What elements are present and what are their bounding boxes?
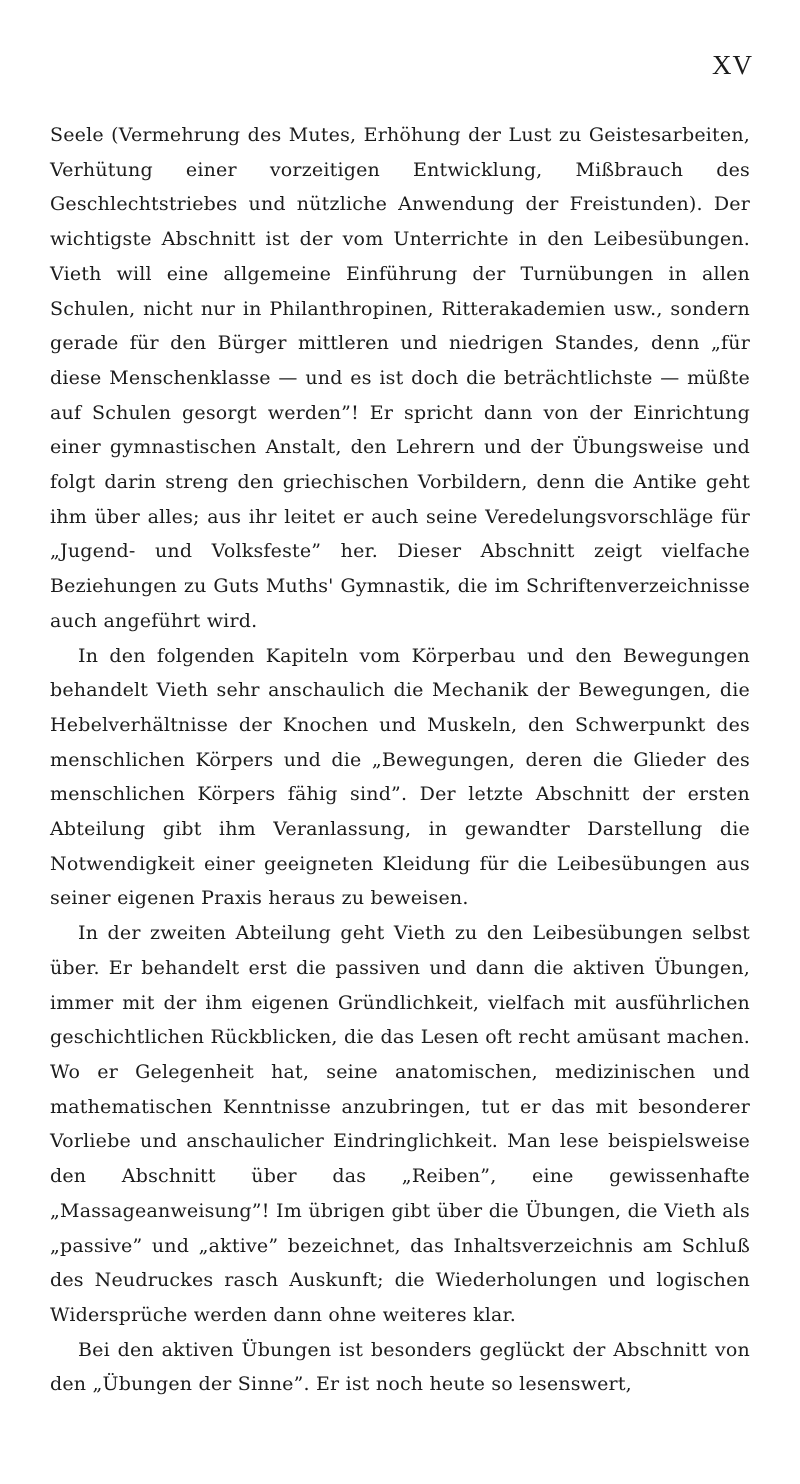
paragraph: In den folgenden Kapiteln vom Körperbau und den Bewegungen behandelt Vieth sehr anschaulich die Mechanik der Bewegungen, die Hebelverhältnisse der Knochen und Muskeln, den Schwerpunkt des menschlichen Körpers und die „Bewegungen, deren die Glieder des menschlichen Körpers fähig sind”. Der letzte Abschnitt der ersten Abteilung gibt ihm Veranlassung, in gewandter Darstellung die Notwendigkeit einer geeigneten Kleidung für die Leibesübungen aus seiner eigenen Praxis heraus zu beweisen. [50,644,750,910]
page-number: XV [712,50,753,80]
body-text [50,118,750,1402]
paragraph: Seele (Vermehrung des Mutes, Erhöhung der Lust zu Geistesarbeiten, Verhütung einer vorzeitigen Entwicklung, Mißbrauch des Geschlechtstriebes und nützliche Anwendung der Freistunden). Der wichtigste Abschnitt ist der vom Unterrichte in den Leibesübungen. Vieth will eine allgemeine Einführung der Turnübungen in allen Schulen, nicht nur in Philanthropinen, Ritterakademien usw., sondern gerade für den Bürger mittleren und niedrigen Standes, denn „für diese Menschenklasse — und es ist doch die beträchtlichste — müßte auf Schulen gesorgt werden”! Er spricht dann von der Einrichtung einer gymnastischen Anstalt, den Lehrern und der Übungsweise und folgt darin streng den griechischen Vorbildern, denn die Antike geht ihm über alles; aus ihr leitet er auch seine Veredelungsvorschläge für „Jugend- und Volksfeste” her. Dieser Abschnitt zeigt vielfache Beziehungen zu Guts Muths' Gymnastik, die im Schriftenverzeichnisse auch angeführt wird. [50,124,750,632]
paragraph: Bei den aktiven Übungen ist besonders geglückt der Abschnitt von den „Übungen der Sinne”. Er ist noch heute so lesenswert, [50,1338,750,1396]
paragraph: In der zweiten Abteilung geht Vieth zu den Leibesübungen selbst über. Er behandelt erst die passiven und dann die aktiven Übungen, immer mit der ihm eigenen Gründlichkeit, vielfach mit ausführlichen geschichtlichen Rückblicken, die das Lesen oft recht amüsant machen. Wo er Gelegenheit hat, seine anatomischen, medizinischen und mathematischen Kenntnisse anzubringen, tut er das mit besonderer Vorliebe und anschaulicher Eindringlichkeit. Man lese beispielsweise den Abschnitt über das „Reiben”, eine gewissenhafte „Massageanweisung”! Im übrigen gibt über die Übungen, die Vieth als „passive” und „aktive” bezeichnet, das Inhaltsverzeichnis am Schluß des Neudruckes rasch Auskunft; die Wiederholungen und logischen Widersprüche werden dann ohne weiteres klar. [50,922,750,1326]
